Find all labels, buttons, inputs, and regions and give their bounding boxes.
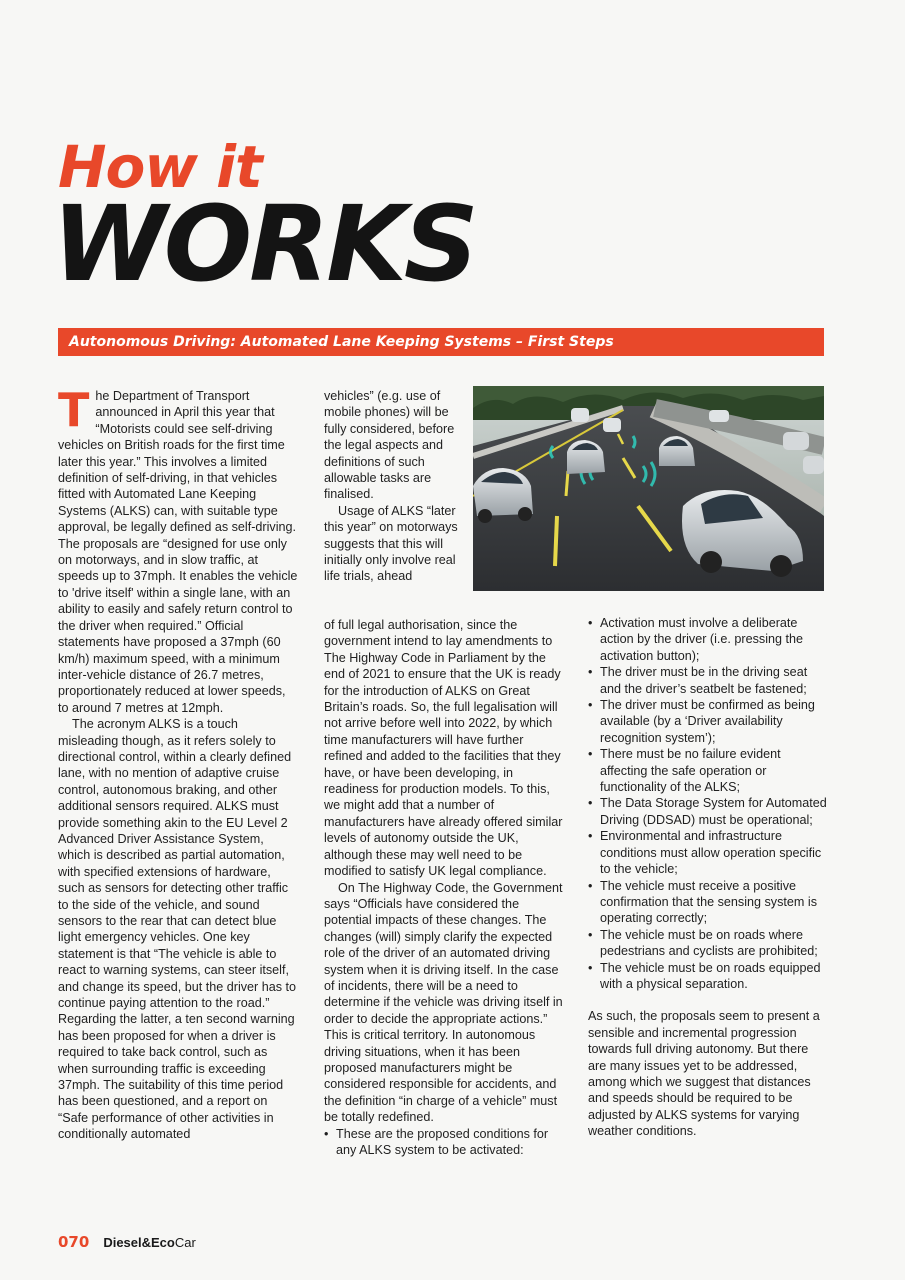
list-item: • The driver must be confirmed as being available (by a ‘Driver availability recognition system’); [588,697,828,746]
paragraph: Usage of ALKS “later this year” on motorways suggests that this will initially only involve real life trials, ahead [324,503,458,584]
conditions-list [588,615,828,992]
intro-bullet-list [324,1126,564,1159]
paragraph-text: he Department of Transport announced in April this year that “Motorists could see self-driving vehicles on British roads for the first time later this year.” This involves a limited definition of self-driving, in that vehicles fitted with Automated Lane Keeping Systems (ALKS) can, with suitable type approval, be legally defined as self-driving. The proposals are “designed for use only on motorways, and in slow traffic, at speeds up to 37mph. It enables the vehicle to 'drive itself' within a single lane, with an ability to easily and safely return control to the driver when required.” Official statements have proposed a 37mph (60 km/h) maximum speed, with a minimum inter-vehicle distance of 26.7 metres, proportionately reduced at lower speeds, to around 7 metres at 12mph. [58,389,298,715]
paragraph: On The Highway Code, the Government says “Officials have considered the potential impacts of these changes. The changes (will) simply clarify the expected role of the driver of an automated driving system when it is driving itself. In the case of incidents, there will be a need to determine if the vehicle was driving itself in order to decide the appropriate actions.” This is critical territory. In autonomous driving situations, when it has been proposed manufacturers might be considered responsible for accidents, and the definition “in charge of a vehicle” must be totally redefined. [324,880,563,1125]
list-item: • The Data Storage System for Automated Driving (DDSAD) must be operational; [588,795,828,828]
section-banner [58,328,824,356]
list-item: • The vehicle must be on roads where pedestrians and cyclists are prohibited; [588,927,828,960]
article-column-3 [588,615,828,1140]
magazine-brand [103,1235,196,1250]
autonomous-cars-photo [473,386,824,591]
list-item: • The driver must be in the driving seat and the driver’s seatbelt be fastened; [588,664,828,697]
paragraph: of full legal authorisation, since the government intend to lay amendments to The Highway Code in Parliament by the end of 2021 to ensure that the UK is ready for the introduction of ALKS on Great Britain’s roads. So, the full legalisation will not arrive before well into 2022, by which time manufacturers will have further refined and added to the facilities that they have, or have been developing, in readiness for production models. To this, we might add that a number of manufacturers have already offered similar levels of autonomy outside the UK, although these may well need to be modified to satisfy UK legal compliance. [324,618,563,879]
conclusion-paragraph: As such, the proposals seem to present a sensible and incremental progression towards full driving autonomy. But there are many issues yet to be addressed, among which we suggest that distances and speeds should be required to be adjusted by ALKS systems for varying weather conditions. [588,1009,820,1139]
paragraph [58,383,298,716]
list-item: • There must be no failure evident affecting the safe operation or functionality of the ALKS; [588,746,828,795]
list-item: • Activation must involve a deliberate action by the driver (i.e. pressing the activation button); [588,615,828,664]
title-how-it: How it [58,133,262,201]
brand-suffix: Car [174,1235,196,1250]
paragraph: vehicles” (e.g. use of mobile phones) will be fully considered, before the legal aspects and definitions of such allowable tasks are finalised. [324,389,455,502]
list-item: • The vehicle must be on roads equipped with a physical separation. [588,960,828,993]
banner-text: Autonomous Driving: Automated Lane Keeping Systems – First Steps [69,334,614,350]
highway-illustration [473,386,824,591]
page-footer [58,1233,196,1251]
title-works: WORKS [52,183,476,305]
article-column-2 [324,617,564,1158]
list-item: • These are the proposed conditions for any ALKS system to be activated: [324,1126,564,1159]
car-left [473,468,533,523]
page-number: 070 [58,1233,90,1251]
paragraph: The acronym ALKS is a touch misleading though, as it refers solely to directional control, within a clearly defined lane, with no mention of adaptive cruise control, autonomous braking, and other additional sensors required. ALKS must provide something akin to the EU Level 2 Advanced Driver Assistance System, which is described as partial automation, with specified extensions of hardware, such as sensors for detecting other traffic to the side of the vehicle, and sound sensors to the rear that can detect blue light emergency vehicles. One key statement is that “The vehicle is able to react to warning systems, can steer itself, and change its speed, but the driver has to continue paying attention to the road.” Regarding the latter, a ten second warning has been proposed for when a driver is required to take back control, such as when surrounding traffic is exceeding 37mph. The suitability of this time period has been questioned, and a report on “Safe performance of other activities in conditionally automated [58,717,297,1142]
article-column-2-top [324,388,459,585]
drop-cap: T [58,383,90,437]
list-item: • Environmental and infrastructure conditions must allow operation specific to the vehicle; [588,828,828,877]
brand-main: Diesel&Eco [103,1235,175,1250]
list-item: • The vehicle must receive a positive confirmation that the sensing system is operating correctly; [588,878,828,927]
article-column-1 [58,383,298,1143]
